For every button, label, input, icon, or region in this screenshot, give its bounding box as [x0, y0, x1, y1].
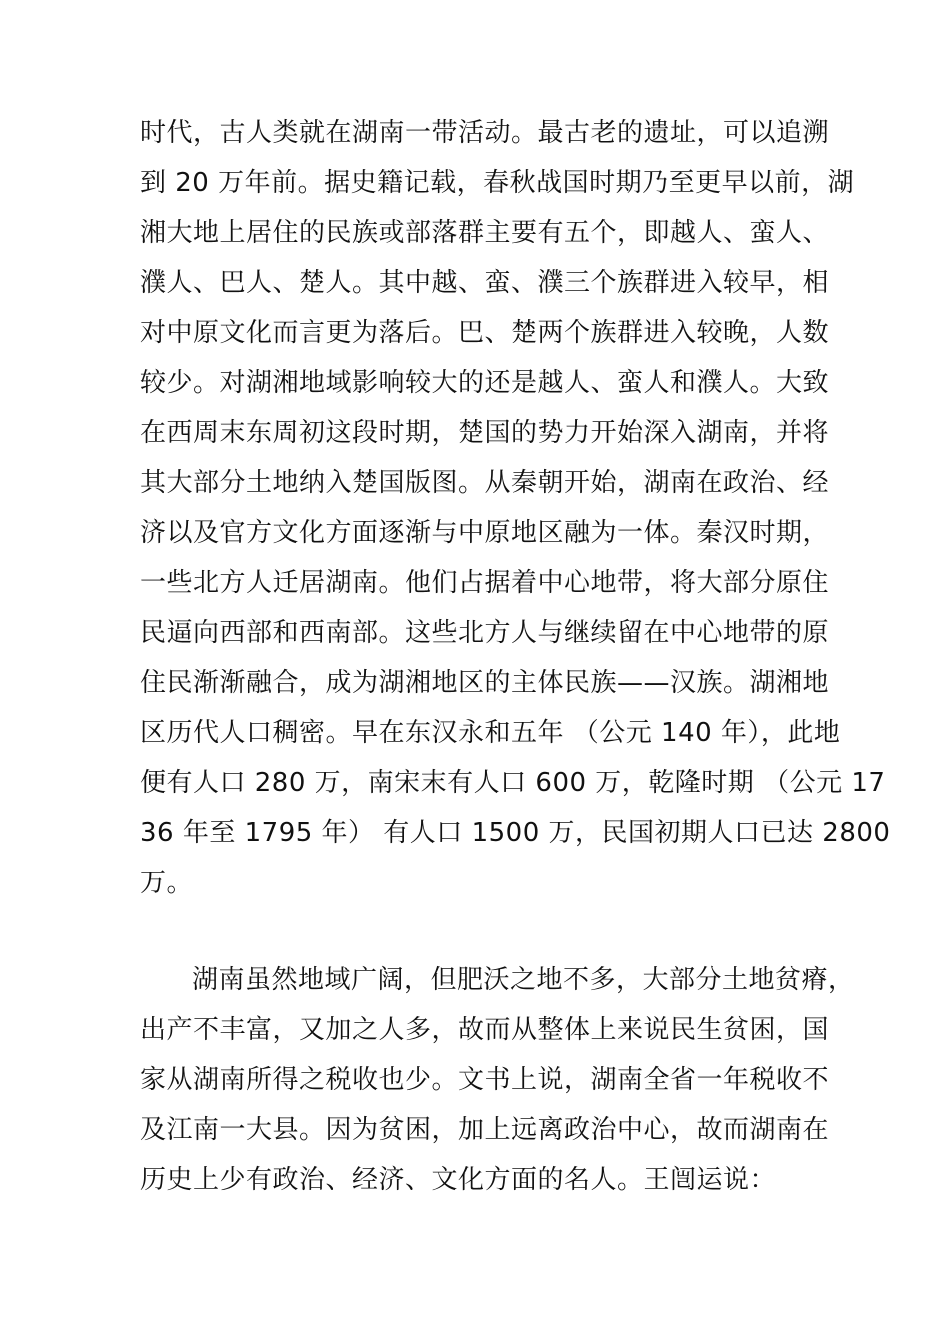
- text-line: 及江南一大县。因为贫困，加上远离政治中心，故而湖南在: [140, 1115, 830, 1145]
- text-line: 较少。对湖湘地域影响较大的还是越人、蛮人和濮人。大致: [140, 368, 830, 398]
- text-line: 区历代人口稠密。早在东汉永和五年 （公元 140 年），此地: [140, 718, 841, 748]
- text-line: 濮人、巴人、楚人。其中越、蛮、濮三个族群进入较早，相: [140, 268, 830, 298]
- text-line: 时代，古人类就在湖南一带活动。最古老的遗址，可以追溯: [140, 118, 830, 148]
- text-line: 其大部分土地纳入楚国版图。从秦朝开始，湖南在政治、经: [140, 468, 830, 498]
- text-line: 住民渐渐融合，成为湖湘地区的主体民族——汉族。湖湘地: [140, 668, 830, 698]
- text-line: 便有人口 280 万，南宋末有人口 600 万，乾隆时期 （公元 17: [140, 768, 886, 798]
- text-line: 济以及官方文化方面逐渐与中原地区融为一体。秦汉时期，: [140, 518, 830, 548]
- text-line: 民逼向西部和西南部。这些北方人与继续留在中心地带的原: [140, 618, 830, 648]
- text-line: 在西周末东周初这段时期，楚国的势力开始深入湖南，并将: [140, 418, 830, 448]
- text-line: 历史上少有政治、经济、文化方面的名人。王闿运说：: [140, 1165, 777, 1195]
- text-line: 家从湖南所得之税收也少。文书上说，湖南全省一年税收不: [140, 1065, 830, 1095]
- text-line: 36 年至 1795 年） 有人口 1500 万，民国初期人口已达 2800: [140, 818, 891, 848]
- text-line: 出产不丰富，又加之人多，故而从整体上来说民生贫困，国: [140, 1015, 830, 1045]
- text-line: 万。: [140, 868, 194, 898]
- text-line: 湖南虽然地域广阔，但肥沃之地不多，大部分土地贫瘠，: [192, 965, 855, 995]
- text-line: 湘大地上居住的民族或部落群主要有五个，即越人、蛮人、: [140, 218, 830, 248]
- text-line: 对中原文化而言更为落后。巴、楚两个族群进入较晚，人数: [140, 318, 830, 348]
- text-line: 一些北方人迁居湖南。他们占据着中心地带，将大部分原住: [140, 568, 830, 598]
- text-line: 到 20 万年前。据史籍记载，春秋战国时期乃至更早以前，湖: [140, 168, 855, 198]
